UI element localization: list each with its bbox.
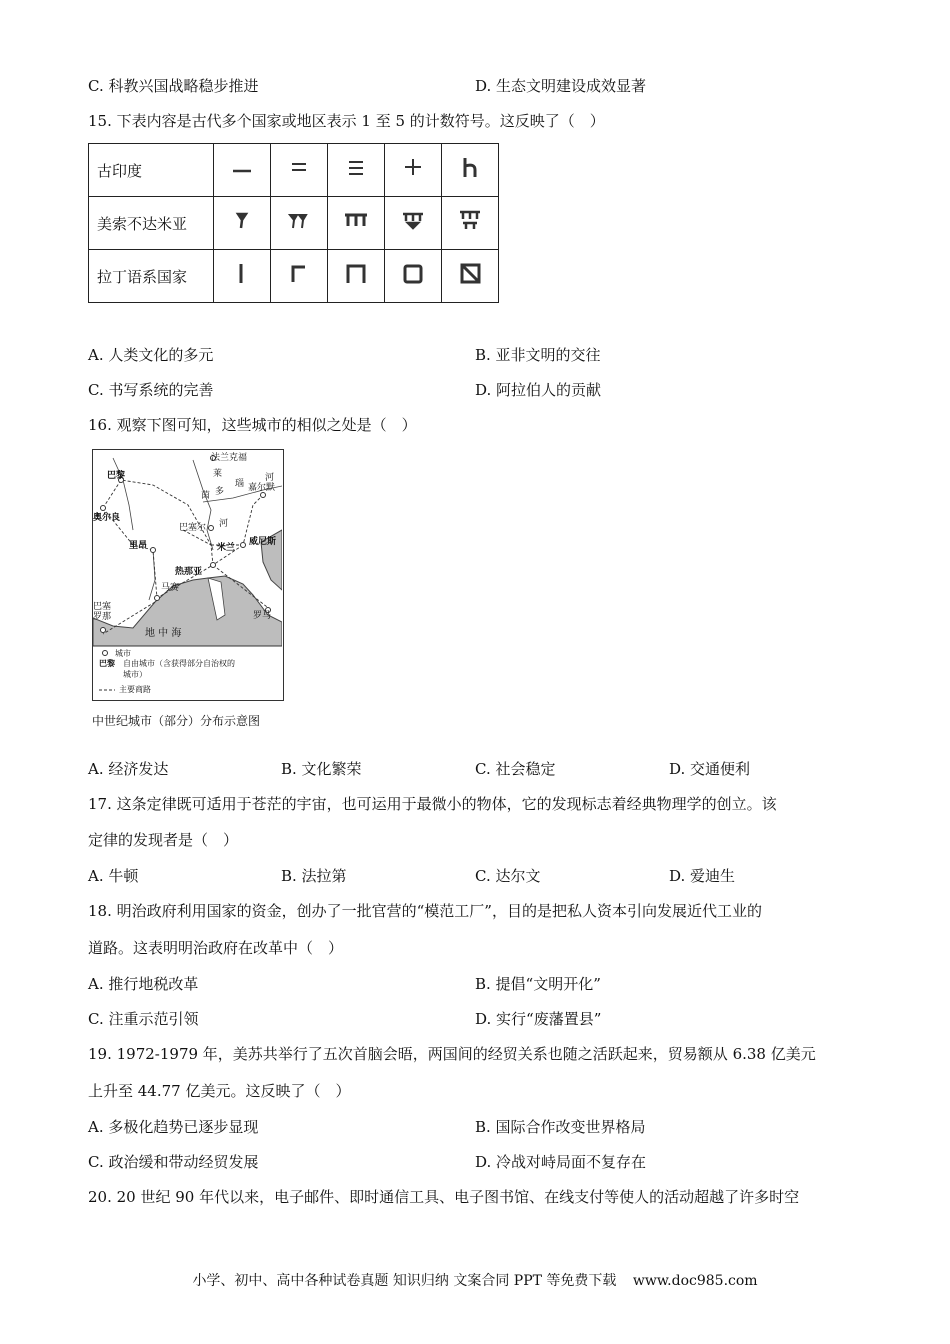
river-label: 茵 [201,491,211,501]
river-label: 河 [219,519,229,529]
q17-option-a: A. 牛顿 [88,867,139,885]
legend-free-city-sample: 巴黎 [99,658,115,668]
counting-symbols-table [88,143,499,303]
latin-symbol-4 [385,250,442,303]
q17-stem-line1: 17. 这条定律既可适用于苍茫的宇宙，也可运用于最微小的物体，它的发现标志着经典物理学的创立。该 [88,795,777,813]
footer-text: 小学、初中、高中各种试卷真题 知识归纳 文案合同 PPT 等免费下载 [192,1273,617,1289]
q17-option-d: D. 爱迪生 [669,867,736,885]
row-label-latin: 拉丁语系国家 [89,250,214,303]
india-symbol-2 [271,144,328,197]
river-label: 多 [215,487,225,497]
q17-option-c: C. 达尔文 [475,867,541,885]
q17-stem-line2: 定律的发现者是（ ） [88,831,239,849]
city-label: 热那亚 [175,567,203,577]
q15-stem: 15. 下表内容是古代多个国家或地区表示 1 至 5 的计数符号。这反映了（ ） [88,112,605,130]
q16-option-a: A. 经济发达 [88,760,169,778]
meso-symbol-5 [442,197,499,250]
city-label: 法兰克福 [211,453,248,463]
table-row [89,250,499,303]
meso-symbol-4 [385,197,442,250]
q16-stem: 16. 观察下图可知，这些城市的相似之处是（ ） [88,416,417,434]
q18-option-d: D. 实行“废藩置县” [475,1010,602,1028]
city-label: 里昂 [129,541,148,551]
meso-symbol-3 [328,197,385,250]
legend-city-label: 城市 [115,649,131,658]
map-caption: 中世纪城市（部分）分布示意图 [92,714,261,728]
latin-symbol-5 [442,250,499,303]
city-label: 奥尔良 [93,513,121,523]
q16-option-d: D. 交通便利 [669,760,751,778]
q15-option-c: C. 书写系统的完善 [88,381,214,399]
city-label: 巴黎 [107,471,126,481]
footer-link[interactable]: www.doc985.com [632,1273,758,1289]
city-label: 米兰 [217,543,236,553]
q15-option-a: A. 人类文化的多元 [88,346,214,364]
india-symbol-4 [385,144,442,197]
latin-symbol-1 [214,250,271,303]
city-label: 罗马 [253,611,272,621]
q19-option-b: B. 国际合作改变世界格局 [475,1118,646,1136]
q18-option-b: B. 提倡“文明开化” [475,975,601,993]
city-label: 巴塞尔 [179,523,207,533]
table-row [89,197,499,250]
row-label-india: 古印度 [89,144,214,197]
q15-option-d: D. 阿拉伯人的贡献 [475,381,602,399]
q18-stem-line1: 18. 明治政府利用国家的资金，创办了一批官营的“模范工厂”，目的是把私人资本引向发展近代工业的 [88,902,762,920]
q19-option-c: C. 政治缓和带动经贸发展 [88,1153,259,1171]
table-row [89,144,499,197]
q19-option-d: D. 冷战对峙局面不复存在 [475,1153,647,1171]
legend-free-city-label: 自由城市（含获得部分自治权的 [123,659,235,668]
q20-stem-line1: 20. 20 世纪 90 年代以来，电子邮件、即时通信工具、电子图书馆、在线支付等使人的活动超越了许多时空 [88,1188,800,1206]
q16-option-c: C. 社会稳定 [475,760,556,778]
row-label-mesopotamia: 美索不达米亚 [89,197,214,250]
legend-route-label: 主要商路 [119,685,151,694]
q16-option-b: B. 文化繁荣 [281,760,362,778]
india-symbol-5 [442,144,499,197]
meso-symbol-1 [214,197,271,250]
q14-option-c: C. 科教兴国战略稳步推进 [88,77,259,95]
city-label: 嘉尔默 [248,483,276,493]
q18-stem-line2: 道路。这表明明治政府在改革中（ ） [88,939,344,957]
medieval-cities-map [92,449,284,701]
q17-option-b: B. 法拉第 [281,867,347,885]
latin-symbol-2 [271,250,328,303]
river-label: 河 [265,473,275,483]
q18-option-c: C. 注重示范引领 [88,1010,199,1028]
city-label: 威尼斯 [249,537,277,547]
q18-option-a: A. 推行地税改革 [88,975,199,993]
river-label: 莱 [213,469,223,479]
latin-symbol-3 [328,250,385,303]
q19-option-a: A. 多极化趋势已逐步显现 [88,1118,259,1136]
sea-label: 地 中 海 [145,628,182,639]
india-symbol-3 [328,144,385,197]
city-label: 马赛 [161,583,180,593]
q14-option-d: D. 生态文明建设成效显著 [475,77,647,95]
city-label: 巴塞罗那 [93,602,112,622]
river-label: 瑙 [235,479,245,489]
q15-option-b: B. 亚非文明的交往 [475,346,601,364]
q19-stem-line2: 上升至 44.77 亿美元。这反映了（ ） [88,1082,351,1100]
meso-symbol-2 [271,197,328,250]
page-footer [0,1270,950,1290]
q19-stem-line1: 19. 1972-1979 年，美苏共举行了五次首脑会晤，两国间的经贸关系也随之活跃起来，贸易额从 6.38 亿美元 [88,1045,816,1063]
legend-free-city-label-2: 城市） [123,670,147,679]
india-symbol-1 [214,144,271,197]
